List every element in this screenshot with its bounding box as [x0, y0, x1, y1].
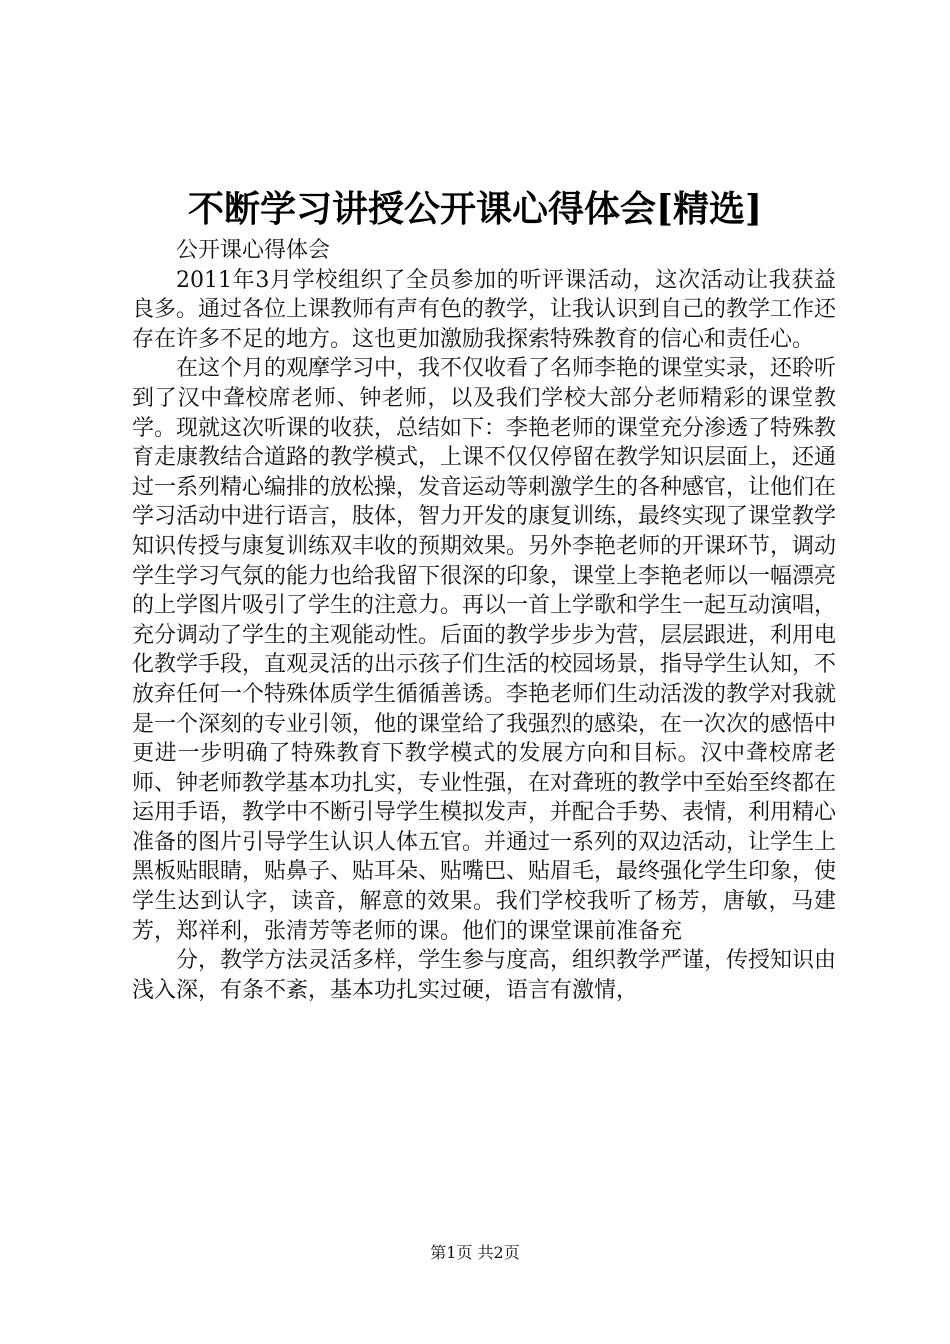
paragraph-main: 在这个月的观摩学习中，我不仅收看了名师李艳的课堂实录，还聆听到了汉中聋校席老师、钟老师，以及我们学校大部分老师精彩的课堂教学。现就这次听课的收获，总结如下：李艳老师的课堂充分渗透了特殊教育走康教结合道路的教学模式，上课不仅仅停留在教学知识层面上，还通过一系列精心编排的放松操，发音运动等刺激学生的各种感官，让他们在学习活动中进行语言，肢体，智力开发的康复训练，最终实现了课堂教学知识传授与康复训练双丰收的预期效果。另外李艳老师的开课环节，调动学生学习气氛的能力也给我留下很深的印象，课堂上李艳老师以一幅漂亮的上学图片吸引了学生的注意力。再以一首上学歌和学生一起互动演唱，充分调动了学生的主观能动性。后面的教学步步为营，层层跟进，利用电化教学手段，直观灵活的出示孩子们生活的校园场景，指导学生认知，不放弃任何一个特殊体质学生循循善诱。李艳老师们生动活泼的教学对我就是一个深刻的专业引领，他的课堂给了我强烈的感染，在一次次的感悟中更进一步明确了特殊教育下教学模式的发展方向和目标。汉中聋校席老师、钟老师教学基本功扎实，专业性强，在对聋班的教学中至始至终都在运用手语，教学中不断引导学生模拟发声，并配合手势、表情，利用精心准备的图片引导学生认识人体五官。并通过一系列的双边活动，让学生上黑板贴眼睛，贴鼻子、贴耳朵、贴嘴巴、贴眉毛，最终强化学生印象，使学生达到认字，读音，解意的效果。我们学校我听了杨芳，唐敏，马建芳，郑祥利，张清芳等老师的课。他们的课堂课前准备充 — [132, 356, 837, 944]
document-body — [132, 236, 836, 1005]
paragraph-continuation: 分，教学方法灵活多样，学生参与度高，组织教学严谨，传授知识由浅入深，有条不紊，基本功扎实过硬，语言有激情， — [132, 948, 837, 1003]
paragraph-intro: 2011年3月学校组织了全员参加的听评课活动，这次活动让我获益良多。通过各位上课教师有声有色的教学，让我认识到自己的教学工作还存在许多不足的地方。这也更加激励我探索特殊教育的信心和责任心。 — [132, 267, 837, 352]
paragraph-subtitle: 公开课心得体会 — [176, 238, 331, 263]
document-title: 不断学习讲授公开课心得体会[精选] — [187, 188, 763, 230]
page-footer: 第1页 共2页 — [430, 1243, 520, 1262]
